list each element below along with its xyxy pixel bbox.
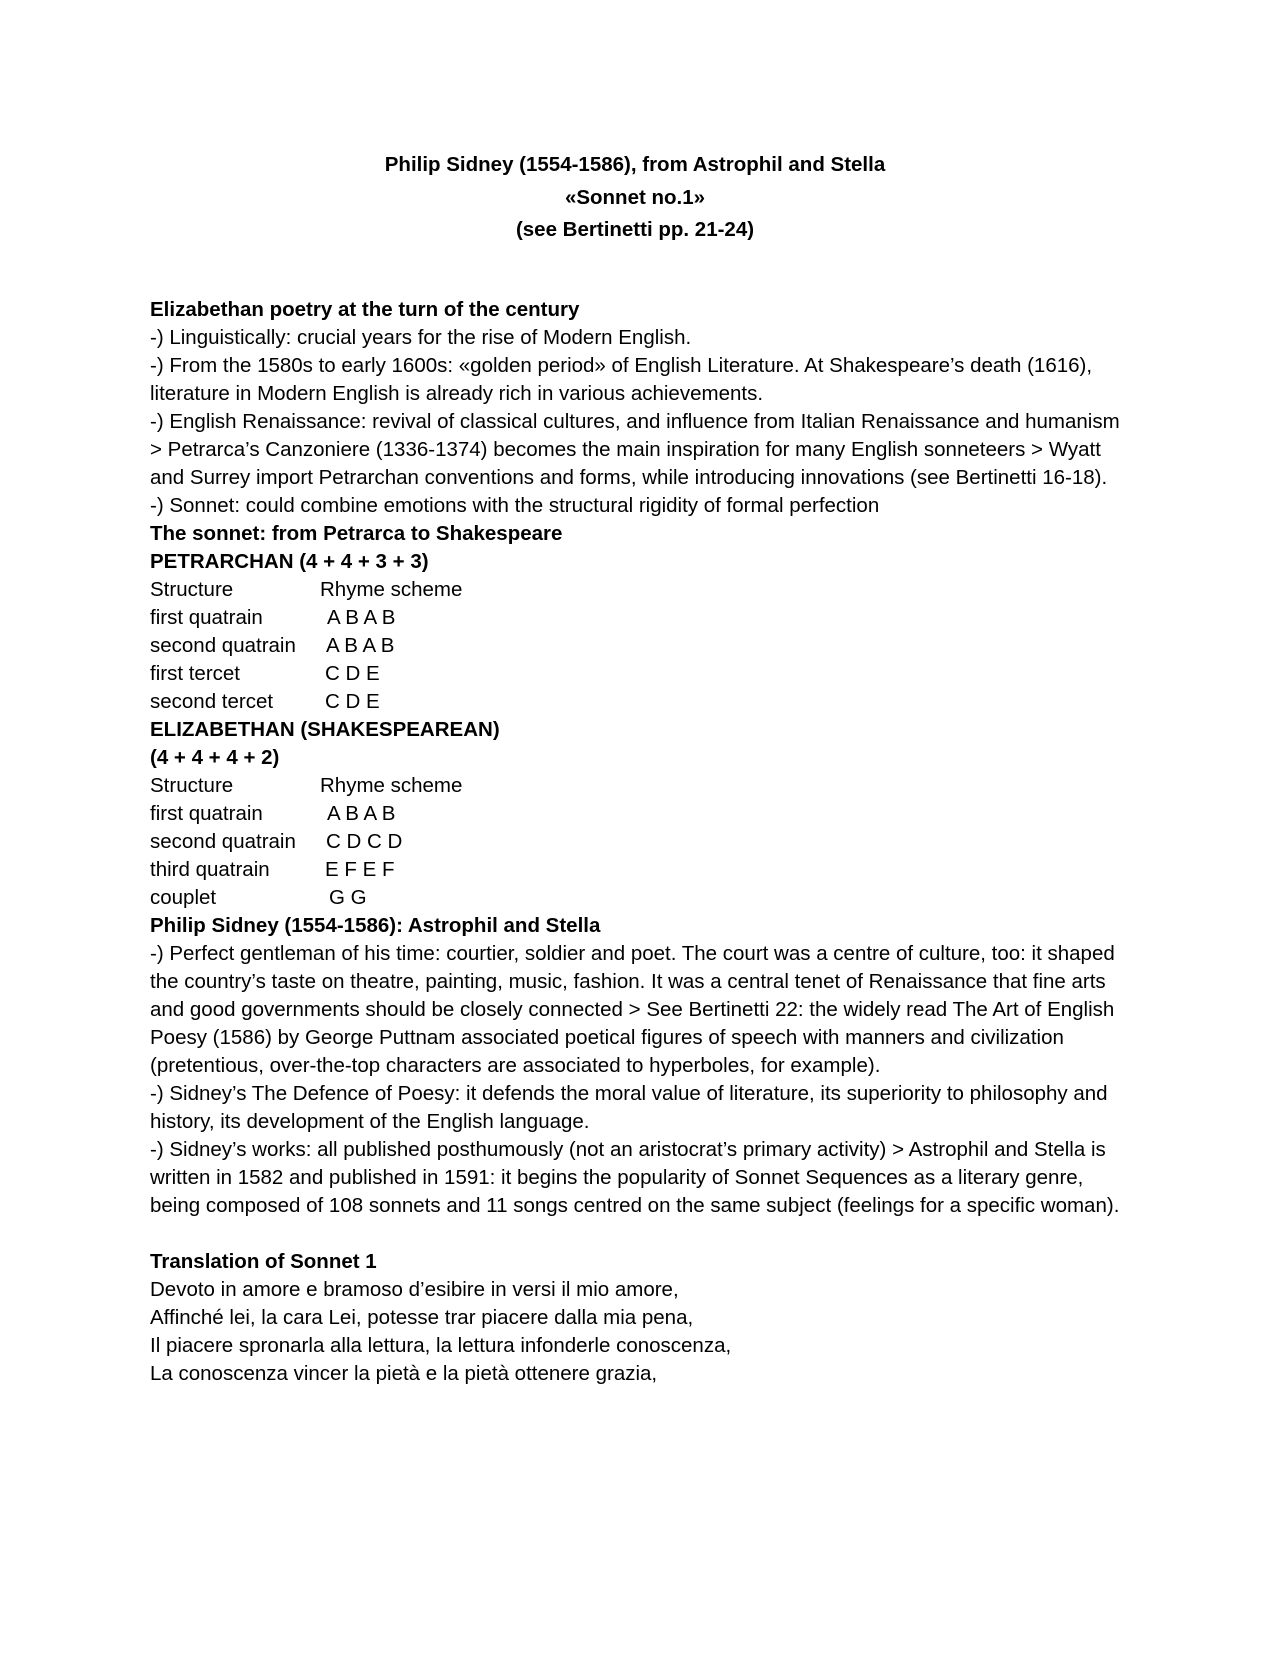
rhyme-cell: A B A B xyxy=(327,801,396,825)
section-heading: Elizabethan poetry at the turn of the century xyxy=(150,297,580,321)
rhyme-cell: C D E xyxy=(325,689,380,713)
section-elizabethan-poetry xyxy=(150,296,1130,520)
structure-cell: first quatrain xyxy=(150,801,263,825)
structure-cell: first quatrain xyxy=(150,605,263,629)
title-line-2: «Sonnet no.1» xyxy=(564,185,706,209)
elizabethan-scheme xyxy=(150,716,1130,912)
verse-line: Devoto in amore e bramoso d’esibire in versi il mio amore, xyxy=(150,1277,679,1301)
scheme-header-row xyxy=(150,576,1130,604)
paragraph: -) English Renaissance: revival of classical cultures, and influence from Italian Renaissance and humanism > Petrarca’s Canzoniere (1336-1374) becomes the main inspiration for many English sonneteers > Wyatt and Surrey import Petrarchan conventions and forms, while introducing innovations (see Bertinetti 16-18). xyxy=(150,409,1120,489)
section-sonnet-forms xyxy=(150,520,1130,912)
scheme-row xyxy=(150,800,1130,828)
section-translation xyxy=(150,1248,1130,1388)
rhyme-cell: A B A B xyxy=(327,605,396,629)
section-heading: The sonnet: from Petrarca to Shakespeare xyxy=(150,521,563,545)
scheme-heading: ELIZABETHAN (SHAKESPEAREAN) xyxy=(150,717,500,741)
rhyme-cell: C D C D xyxy=(326,829,403,853)
scheme-row xyxy=(150,828,1130,856)
document-title xyxy=(150,149,1130,247)
scheme-row xyxy=(150,856,1130,884)
scheme-heading: PETRARCHAN (4 + 4 + 3 + 3) xyxy=(150,549,429,573)
paragraph: -) Sidney’s works: all published posthumously (not an aristocrat’s primary activity) > Astrophil and Stella is written in 1582 and published in 1591: it begins the popularity of Sonnet Sequences as a literary genre, being composed of 108 sonnets and 11 songs centred on the same subject (feelings for a specific woman). xyxy=(150,1137,1120,1217)
section-heading: Philip Sidney (1554-1586): Astrophil and Stella xyxy=(150,913,601,937)
structure-cell: couplet xyxy=(150,885,217,909)
scheme-row xyxy=(150,604,1130,632)
title-line-3: (see Bertinetti pp. 21-24) xyxy=(515,218,755,241)
rhyme-column-header: Rhyme scheme xyxy=(320,773,463,797)
scheme-row xyxy=(150,632,1130,660)
structure-cell: second quatrain xyxy=(150,829,296,853)
scheme-row xyxy=(150,884,1130,912)
verse-line: Affinché lei, la cara Lei, potesse trar piacere dalla mia pena, xyxy=(150,1305,694,1329)
structure-cell: first tercet xyxy=(150,661,240,685)
paragraph: -) From the 1580s to early 1600s: «golden period» of English Literature. At Shakespeare’s death (1616), literature in Modern English is already rich in various achievements. xyxy=(150,353,1093,405)
verse-line: Il piacere spronarla alla lettura, la lettura infonderle conoscenza, xyxy=(150,1333,732,1357)
paragraph: -) Perfect gentleman of his time: courtier, soldier and poet. The court was a centre of culture, too: it shaped the country’s taste on theatre, painting, music, fashion. It was a central tenet of Renaissance that fine arts and good governments should be closely connected > See Bertinetti 22: the widely read The Art of English Poesy (1586) by George Puttnam associated poetical figures of speech with manners and civilization (pretentious, over-the-top characters are associated to hyperboles, for example). xyxy=(150,941,1115,1077)
scheme-subheading: (4 + 4 + 4 + 2) xyxy=(150,745,280,769)
verse-line: La conoscenza vincer la pietà e la pietà ottenere grazia, xyxy=(150,1361,658,1385)
scheme-header-row xyxy=(150,772,1130,800)
structure-cell: second tercet xyxy=(150,689,274,713)
petrarchan-scheme xyxy=(150,548,1130,716)
paragraph: -) Sidney’s The Defence of Poesy: it defends the moral value of literature, its superiority to philosophy and history, its development of the English language. xyxy=(150,1081,1108,1133)
structure-cell: third quatrain xyxy=(150,857,270,881)
structure-cell: second quatrain xyxy=(150,633,296,657)
rhyme-cell: E F E F xyxy=(325,857,395,881)
document-body xyxy=(150,149,1130,1388)
scheme-row xyxy=(150,660,1130,688)
rhyme-cell: G G xyxy=(329,885,367,909)
structure-column-header: Structure xyxy=(150,577,234,601)
paragraph: -) Linguistically: crucial years for the rise of Modern English. xyxy=(150,325,692,349)
rhyme-cell: C D E xyxy=(325,661,380,685)
section-sidney xyxy=(150,912,1130,1220)
scheme-row xyxy=(150,688,1130,716)
structure-column-header: Structure xyxy=(150,773,234,797)
title-line-1: Philip Sidney (1554-1586), from Astrophil and Stella xyxy=(384,153,886,176)
paragraph: -) Sonnet: could combine emotions with the structural rigidity of formal perfection xyxy=(150,493,880,517)
rhyme-column-header: Rhyme scheme xyxy=(320,577,463,601)
section-heading: Translation of Sonnet 1 xyxy=(150,1249,377,1273)
rhyme-cell: A B A B xyxy=(326,633,395,657)
